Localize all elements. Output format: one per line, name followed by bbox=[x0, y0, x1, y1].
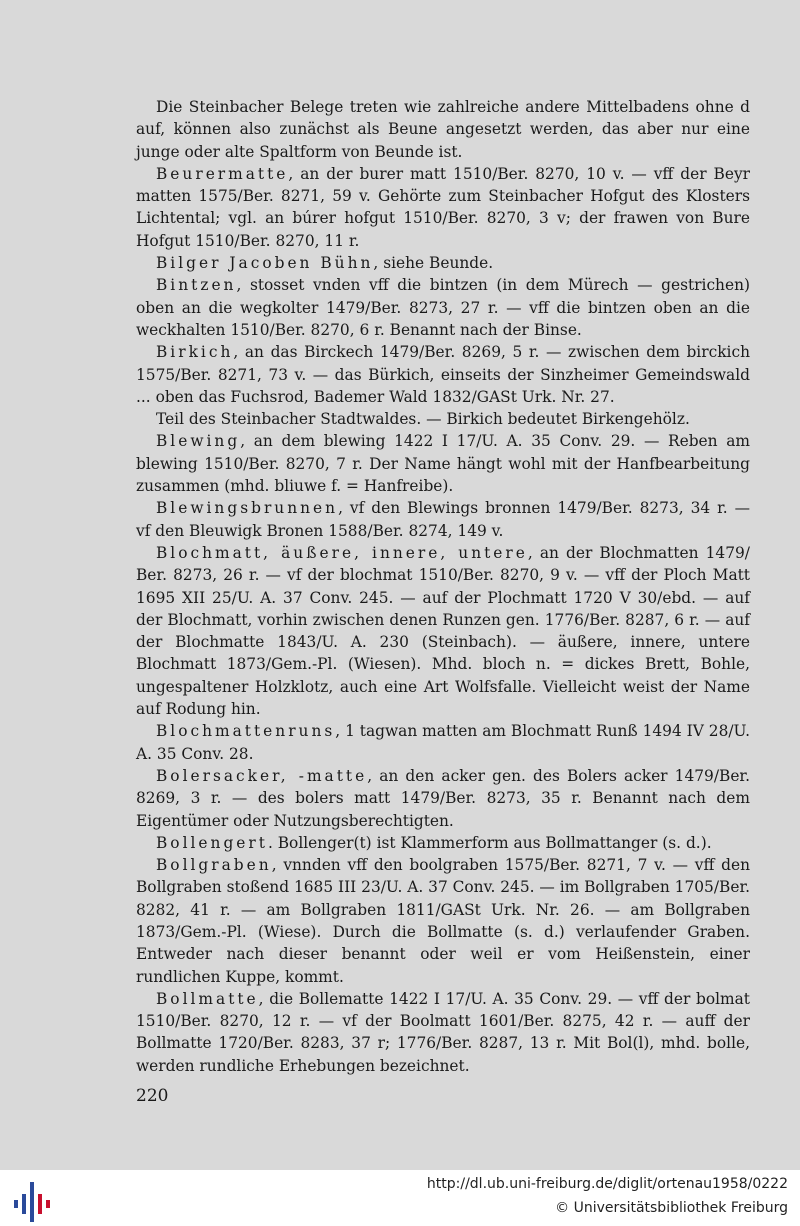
entry-body: , siehe Beunde. bbox=[373, 254, 494, 273]
paragraph bbox=[136, 765, 750, 832]
entry-body: , stosset vnden vff die bintzen (in dem Mürech — gestrichen) oben an die wegkolter 1479/Ber. 8273, 27 r. — vff die bintzen oben an die weckhalten 1510/Ber. 8270, 6 r. Benannt nach der Binse. bbox=[136, 276, 750, 339]
entry-body: , 1 tagwan matten am Blochmatt Runß 1494 IV 28/U. A. 35 Conv. 28. bbox=[136, 722, 750, 763]
paragraph bbox=[136, 497, 750, 542]
entry-head: Blewing bbox=[156, 432, 241, 451]
entry-body: , vf den Blewings bronnen 1479/Ber. 8273, 34 r. — vf den Bleuwigk Bronen 1588/Ber. 8274, 149 v. bbox=[136, 499, 750, 540]
entry-head: Bollengert bbox=[156, 833, 268, 852]
entry-body: , an der Blochmatten 1479/ Ber. 8273, 26 r. — vf der blochmat 1510/Ber. 8270, 9 v. — vff der Ploch Matt 1695 XII 25/U. A. 37 Conv. 245. — auf der Plochmatt 1720 V 30/ebd. — auf der Blochmatt, vorhin zwischen denen Runzen gen. 1776/Ber. 8287, 6 r. — auf der Blochmatte 1843/U. A. 230 (Steinbach). — äußere, innere, untere Blochmatt 1873/Gem.-Pl. (Wiesen). Mhd. bloch n. = dickes Brett, Bohle, ungespaltener Holzklotz, auch eine Art Wolfsfalle. Vielleicht weist der Name auf Rodung hin. bbox=[136, 543, 750, 719]
paragraph bbox=[136, 720, 750, 765]
document-url-link[interactable]: http://dl.ub.uni-freiburg.de/diglit/ortenau1958/0222 bbox=[426, 1176, 788, 1192]
entry-head: Bintzen bbox=[156, 276, 237, 295]
paragraph bbox=[136, 988, 750, 1077]
entry-head: Bollmatte bbox=[156, 989, 259, 1008]
paragraph bbox=[136, 274, 750, 341]
entry-head: Bolersacker, -matte bbox=[156, 766, 368, 785]
entry-body: , an dem blewing 1422 I 17/U. A. 35 Conv. 29. — Reben am blewing 1510/Ber. 8270, 7 r. Der Name hängt wohl mit der Hanfbearbeitung zusammen (mhd. bliuwe f. = Hanfreibe). bbox=[136, 432, 750, 496]
entry-body: Die Steinbacher Belege treten wie zahlreiche andere Mittelbadens ohne d auf, können also zunächst als Beune angesetzt werden, das aber nur eine junge oder alte Spaltform von Beunde ist. bbox=[136, 98, 750, 161]
paragraph bbox=[136, 163, 750, 252]
footer bbox=[0, 1170, 800, 1226]
paragraph bbox=[136, 832, 750, 854]
page-number: 220 bbox=[136, 1086, 169, 1106]
entry-head: Bilger Jacoben Bühn bbox=[156, 254, 374, 273]
entry-body: . Bollenger(t) ist Klammerform aus Bollmattanger (s. d.). bbox=[267, 833, 712, 852]
paragraph bbox=[136, 252, 750, 274]
page-text bbox=[136, 96, 750, 1077]
entry-body: , an das Birckech 1479/Ber. 8269, 5 r. — zwischen dem birckich 1575/Ber. 8271, 73 v. — das Bürkich, einseits der Sinzheimer Gemeindswald ... oben das Fuchsrod, Bademer Wald 1832/GASt Urk. Nr. 27. bbox=[136, 343, 750, 406]
paragraph bbox=[136, 341, 750, 408]
entry-head: Blochmattenruns bbox=[156, 722, 336, 741]
entry-body: , an der burer matt 1510/Ber. 8270, 10 v. — vff der Beyr matten 1575/Ber. 8271, 59 v. Gehörte zum Steinbacher Hofgut des Klosters Lichtental; vgl. an búrer hofgut 1510/Ber. 8270, 3 v; der frawen von Bure Hofgut 1510/Ber. 8270, 11 r. bbox=[136, 164, 750, 250]
entry-body: , die Bollematte 1422 I 17/U. A. 35 Conv. 29. — vff der bolmat 1510/Ber. 8270, 12 r. — vf der Boolmatt 1601/Ber. 8275, 42 r. — auff der Bollmatte 1720/Ber. 8283, 37 r; 1776/Ber. 8287, 13 r. Mit Bol(l), mhd. bolle, werden rundliche Erhebungen bezeichnet. bbox=[136, 989, 750, 1075]
entry-head: Beurermatte bbox=[156, 164, 289, 183]
entry-head: Birkich bbox=[156, 343, 234, 362]
ub-freiburg-logo-icon bbox=[10, 1178, 50, 1222]
copyright-text: © Universitätsbibliothek Freiburg bbox=[555, 1200, 788, 1216]
paragraph bbox=[136, 408, 750, 430]
entry-body: Teil des Steinbacher Stadtwaldes. — Birkich bedeutet Birkengehölz. bbox=[156, 410, 690, 429]
entry-head: Blochmatt, äußere, innere, untere bbox=[156, 543, 528, 562]
entry-head: Blewingsbrunnen bbox=[156, 499, 339, 518]
paragraph bbox=[136, 854, 750, 988]
entry-body: , an den acker gen. des Bolers acker 1479/Ber. 8269, 3 r. — des bolers matt 1479/Ber. 8273, 35 r. Benannt nach dem Eigentümer oder Nutzungsberechtigten. bbox=[136, 766, 750, 830]
paragraph bbox=[136, 430, 750, 497]
entry-head: Bollgraben bbox=[156, 856, 272, 875]
paragraph bbox=[136, 96, 750, 163]
paragraph bbox=[136, 542, 750, 720]
entry-body: , vnnden vff den boolgraben 1575/Ber. 8271, 7 v. — vff den Bollgraben stoßend 1685 III 23/U. A. 37 Conv. 245. — im Bollgraben 1705/Ber. 8282, 41 r. — am Bollgraben 1811/GASt Urk. Nr. 26. — am Bollgraben 1873/Gem.-Pl. (Wiese). Durch die Bollmatte (s. d.) verlaufender Graben. Entweder nach dieser benannt oder weil er vom Heißenstein, einer rundlichen Kuppe, kommt. bbox=[136, 856, 750, 986]
